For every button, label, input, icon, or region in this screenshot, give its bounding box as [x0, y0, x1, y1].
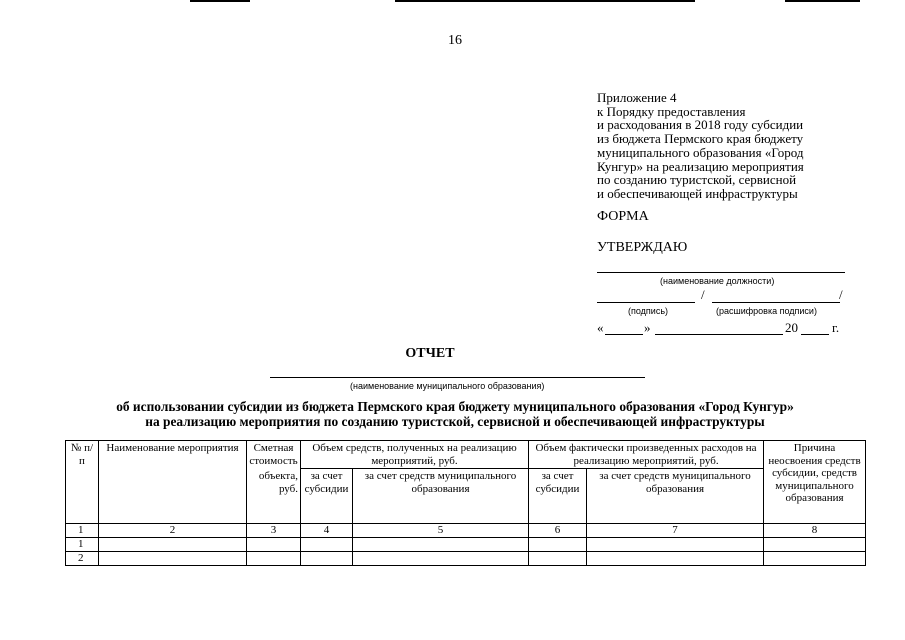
- slash-separator: /: [839, 287, 843, 302]
- table-cell: [99, 537, 247, 551]
- header-received-municipal: за счет средств муниципального образования: [353, 469, 529, 524]
- header-reason: Причина неосвоения средств субсидии, средств муниципального образования: [764, 441, 866, 524]
- decoding-caption: (расшифровка подписи): [716, 306, 817, 316]
- table-cell: [301, 551, 353, 565]
- position-caption: (наименование должности): [660, 276, 775, 286]
- report-heading-line: об использовании субсидии из бюджета Пермского края бюджету муниципального образования «Город Кунгур»: [116, 399, 794, 414]
- row-number: 1: [66, 537, 99, 551]
- table-cell: [764, 551, 866, 565]
- appendix-line: из бюджета Пермского края бюджету: [597, 131, 804, 147]
- table-cell: [353, 537, 529, 551]
- form-label: ФОРМА: [597, 209, 649, 224]
- appendix-line: Приложение 4: [597, 90, 677, 105]
- table-cell: [587, 537, 764, 551]
- appendix-line: и расходования в 2018 году субсидии: [597, 117, 804, 133]
- municipality-line: [270, 377, 645, 378]
- header-num: № п/п: [66, 441, 99, 524]
- signature-line: [597, 302, 695, 303]
- date-day-line: [605, 334, 643, 335]
- table-cell: [301, 537, 353, 551]
- table-cell: [529, 537, 587, 551]
- column-number: 1: [66, 524, 99, 538]
- header-spent-group: Объем фактически произведенных расходов на реализацию мероприятий, руб.: [529, 441, 764, 469]
- appendix-line: к Порядку предоставления: [597, 103, 746, 119]
- top-border-line: [395, 0, 695, 2]
- appendix-line: и обеспечивающей инфраструктуры: [597, 185, 798, 201]
- appendix-line: Кунгур» на реализацию мероприятия: [597, 158, 804, 174]
- top-border-line: [785, 0, 860, 2]
- appendix-line: по созданию туристской, сервисной: [597, 172, 797, 188]
- approve-label: УТВЕРЖДАЮ: [597, 240, 688, 255]
- column-number: 5: [353, 524, 529, 538]
- header-spent-municipal: за счет средств муниципального образования: [587, 469, 764, 524]
- table-cell: [587, 551, 764, 565]
- column-number: 7: [587, 524, 764, 538]
- table-row: [66, 551, 866, 565]
- date-month-line: [655, 334, 783, 335]
- table-cell: [247, 537, 301, 551]
- date-open-quote: «: [597, 320, 604, 335]
- date-close-quote: »: [644, 320, 651, 335]
- municipality-caption: (наименование муниципального образования): [350, 381, 545, 391]
- column-number: 8: [764, 524, 866, 538]
- report-heading-line: на реализацию мероприятия по созданию туристской, сервисной и обеспечивающей инфраструктуры: [145, 414, 765, 429]
- column-number: 2: [99, 524, 247, 538]
- top-border-line: [190, 0, 250, 2]
- position-line: [597, 272, 845, 273]
- appendix-block: [597, 91, 804, 201]
- report-title: ОТЧЕТ: [405, 346, 455, 361]
- report-table: [65, 440, 866, 566]
- signature-caption: (подпись): [628, 306, 669, 316]
- table-cell: [529, 551, 587, 565]
- page-number: 16: [448, 33, 462, 48]
- column-number-row: [66, 524, 866, 538]
- table-cell: [764, 537, 866, 551]
- table-row: [66, 537, 866, 551]
- decoding-line: [712, 302, 840, 303]
- date-year-suffix: г.: [832, 320, 840, 335]
- header-spent-subsidy: за счет субсидии: [529, 469, 587, 524]
- header-name: Наименование мероприятия: [99, 441, 247, 524]
- column-number: 6: [529, 524, 587, 538]
- header-received-group: Объем средств, полученных на реализацию мероприятий, руб.: [301, 441, 529, 469]
- date-year-line: [801, 334, 829, 335]
- table-cell: [99, 551, 247, 565]
- report-heading: [60, 399, 850, 429]
- header-received-subsidy: за счет субсидии: [301, 469, 353, 524]
- column-number: 3: [247, 524, 301, 538]
- header-cost-line: объекта, руб.: [258, 470, 298, 495]
- date-year-prefix: 20: [785, 320, 798, 335]
- table-cell: [353, 551, 529, 565]
- appendix-line: муниципального образования «Город: [597, 144, 804, 160]
- table-cell: [247, 551, 301, 565]
- row-number: 2: [66, 551, 99, 565]
- slash-separator: /: [701, 287, 705, 302]
- header-cost-line: Сметная стоимость: [249, 442, 298, 467]
- header-cost: [247, 441, 301, 524]
- column-number: 4: [301, 524, 353, 538]
